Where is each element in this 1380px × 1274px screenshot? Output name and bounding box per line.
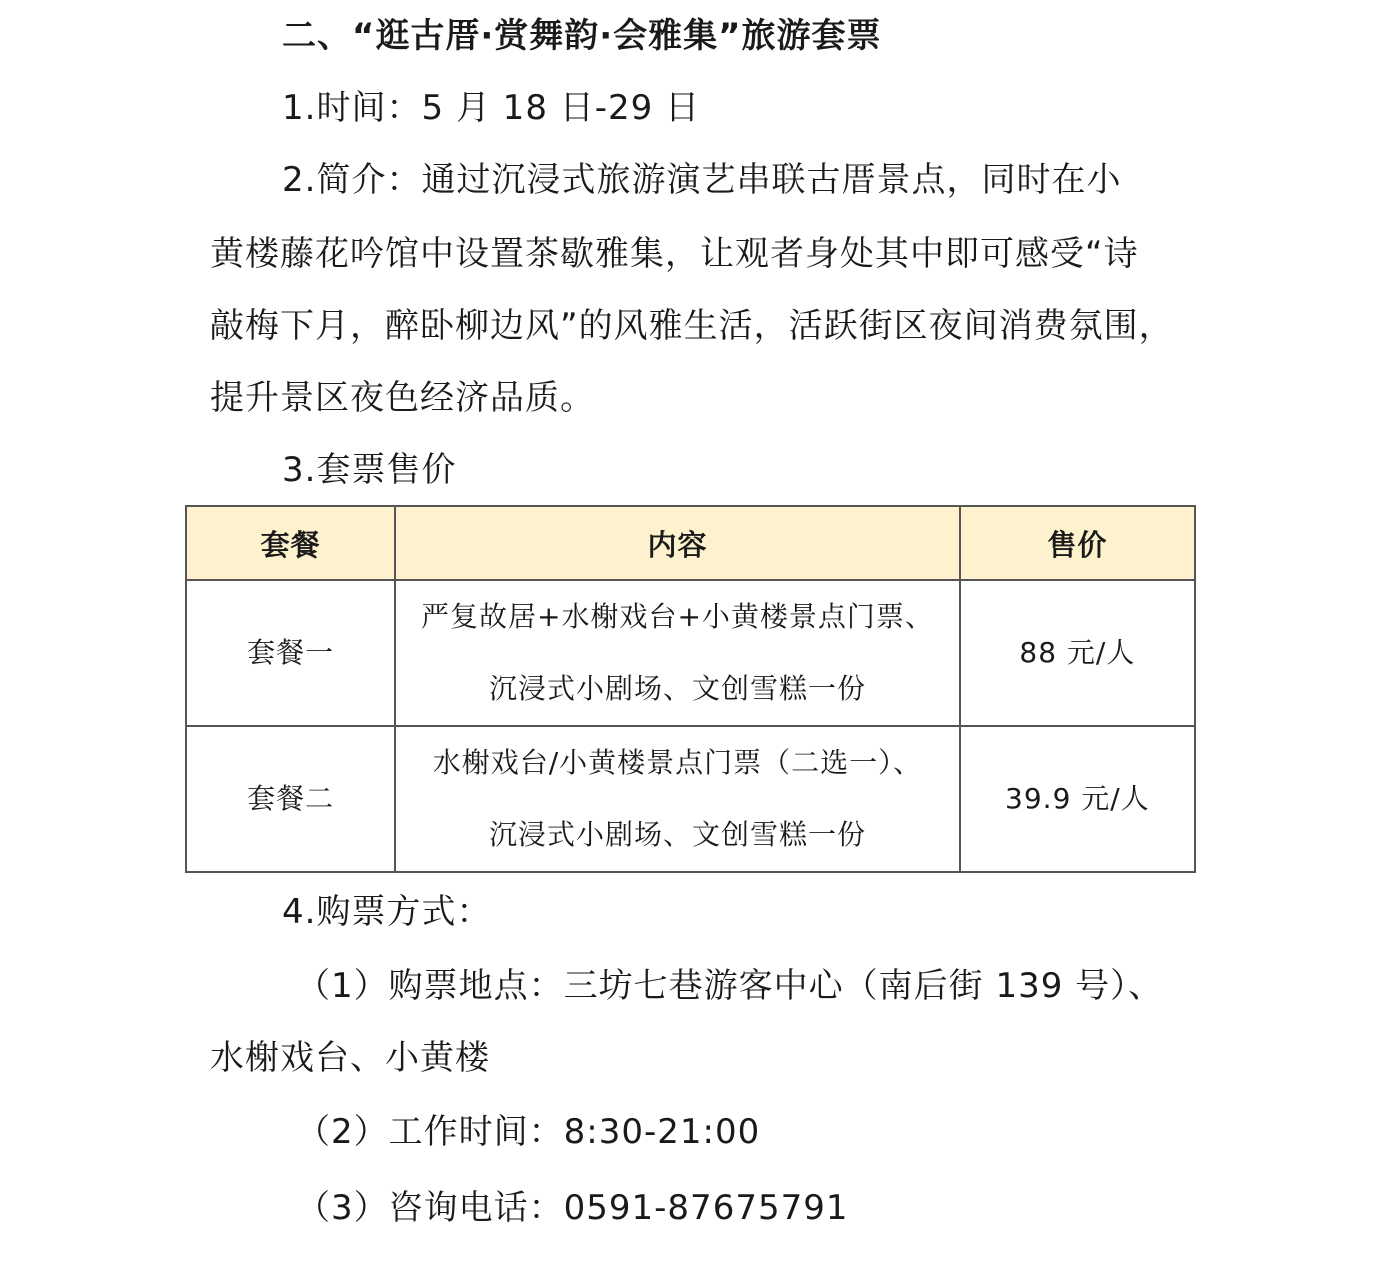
time-line: 1.时间：5 月 18 日-29 日: [282, 88, 701, 128]
section-title: 二、“逛古厝·赏舞韵·会雅集”旅游套票: [282, 16, 882, 56]
table-row: [186, 726, 1195, 872]
package-content: [395, 580, 960, 726]
header-content: 内容: [395, 506, 960, 580]
purchase-location-line-2: 水榭戏台、小黄楼: [210, 1038, 490, 1078]
intro-line-2: 黄楼藤花吟馆中设置茶歇雅集，让观者身处其中即可感受“诗: [210, 234, 1139, 274]
package-price: 39.9 元/人: [960, 726, 1195, 872]
content-line: 沉浸式小剧场、文创雪糕一份: [488, 672, 866, 705]
purchase-hours: （2）工作时间：8:30-21:00: [296, 1112, 761, 1152]
header-price: 售价: [960, 506, 1195, 580]
content-line: 沉浸式小剧场、文创雪糕一份: [488, 818, 866, 851]
package-price-table: [185, 505, 1196, 873]
intro-line-3: 敲梅下月，醉卧柳边风”的风雅生活，活跃街区夜间消费氛围，: [210, 306, 1174, 346]
content-line: 水榭戏台/小黄楼景点门票（二选一）、: [432, 746, 923, 779]
intro-line-1: 2.简介：通过沉浸式旅游演艺串联古厝景点，同时在小: [282, 160, 1122, 200]
package-name: 套餐一: [186, 580, 395, 726]
package-content: [395, 726, 960, 872]
package-price: 88 元/人: [960, 580, 1195, 726]
purchase-phone: （3）咨询电话：0591-87675791: [296, 1188, 849, 1228]
table-row: [186, 580, 1195, 726]
price-heading: 3.套票售价: [282, 450, 457, 490]
purchase-heading: 4.购票方式：: [282, 892, 492, 932]
content-line: 严复故居+水榭戏台+小黄楼景点门票、: [420, 600, 934, 633]
table-header-row: [186, 506, 1195, 580]
purchase-location-line-1: （1）购票地点：三坊七巷游客中心（南后街 139 号）、: [296, 966, 1164, 1006]
package-name: 套餐二: [186, 726, 395, 872]
header-package: 套餐: [186, 506, 395, 580]
intro-line-4: 提升景区夜色经济品质。: [210, 378, 595, 418]
